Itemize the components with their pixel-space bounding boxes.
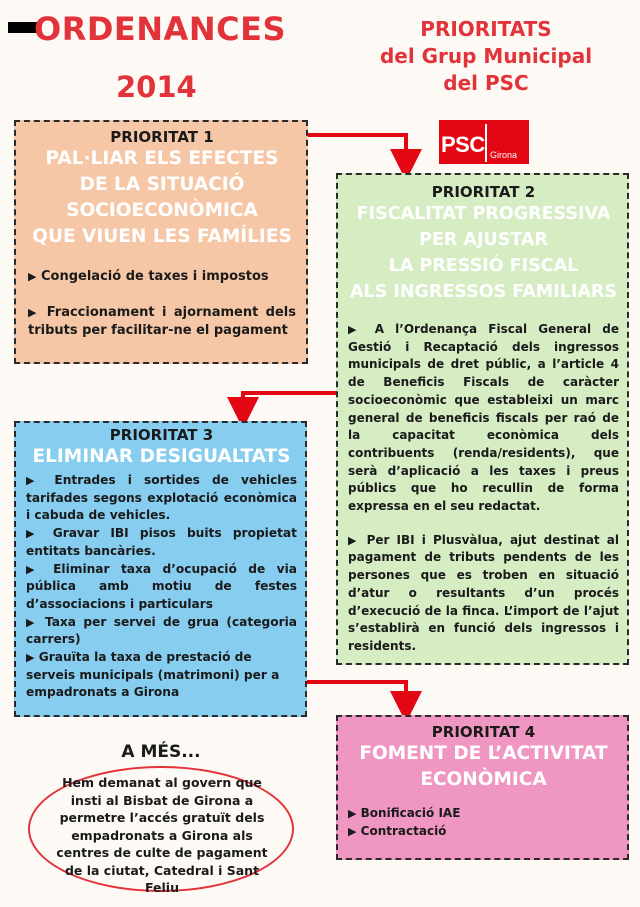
priority-label: PRIORITAT 1	[110, 128, 214, 146]
priority-2-box	[336, 173, 629, 665]
item-text: Bonificació IAE	[360, 806, 461, 820]
list-item	[348, 805, 619, 823]
extra-title: A MÉS...	[121, 742, 201, 762]
priority-label: PRIORITAT 4	[431, 723, 536, 741]
logo-city: Girona	[490, 150, 518, 160]
subtitle-line: PRIORITATS	[420, 17, 552, 41]
item-text: Fraccionament i ajornament dels tributs per facilitar-ne el pagament	[28, 305, 297, 338]
priority-1-box	[14, 120, 308, 364]
list-item	[348, 823, 619, 841]
priority-label: PRIORITAT 3	[109, 426, 214, 444]
page-year: 2014	[116, 70, 197, 104]
item-text: Entrades i sortides de vehicles tarifades segons explotació econòmica i cabuda de vehicles.	[26, 473, 297, 523]
subtitle-line: del Grup Municipal	[379, 44, 593, 68]
page-title: ORDENANCES	[34, 10, 286, 48]
priority-3-box	[14, 421, 307, 717]
list-item	[26, 649, 297, 702]
item-text: Congelació de taxes i impostos	[41, 269, 269, 284]
priority-label: PRIORITAT 2	[431, 183, 536, 201]
list-item	[26, 525, 297, 560]
bullet-triangle-icon: ▶	[28, 270, 37, 283]
bullet-triangle-icon: ▶	[26, 562, 42, 576]
extra-text: Hem demanat al govern que insti al Bisbat de Girona a permetre l’accés gratuït dels empadronats a Girona als centres de culte de pagament de la ciutat, Catedral i Sant Feliu	[56, 775, 268, 895]
priority-heading-line: ALS INGRESSOS FAMILIARS	[349, 282, 618, 302]
item-text: Per IBI i Plusvàlua, ajut destinat al pagament de tributs pendents de les persones que es troben en situació d’atur o resultants d’un procés d’execució de la finca. L’import de l’ajut s’establirà en funció dels ingressos i residents.	[348, 532, 620, 653]
priority-heading-line: LA PRESSIÓ FISCAL	[388, 256, 579, 276]
priority-4-box	[336, 715, 629, 860]
priority-heading-line: DE LA SITUACIÓ	[79, 174, 245, 195]
bullet-triangle-icon: ▶	[26, 474, 43, 487]
bullet-triangle-icon: ▶	[348, 323, 364, 336]
list-item	[348, 532, 619, 656]
item-text: Taxa per servei de grua (categoria carrers)	[26, 614, 298, 647]
priority-heading-line: PER AJUSTAR	[419, 230, 548, 250]
bullet-triangle-icon: ▶	[26, 651, 35, 665]
bullet-triangle-icon: ▶	[348, 533, 360, 547]
priority-heading-line: ELIMINAR DESIGUALTATS	[32, 446, 291, 467]
priority-heading-line: SOCIOECONÒMICA	[66, 200, 258, 221]
item-text: Eliminar taxa d’ocupació de via pública amb motiu de festes d’associacions i particulars	[26, 561, 298, 611]
bullet-triangle-icon: ▶	[26, 615, 38, 629]
priority-heading-line: ECONÒMICA	[420, 769, 547, 790]
list-item	[28, 304, 296, 340]
priority-heading-line: QUE VIUEN LES FAMÍLIES	[32, 226, 292, 247]
priority-heading-line: PAL·LIAR ELS EFECTES	[45, 148, 279, 169]
arrow-p2-p3	[243, 393, 336, 413]
arrow-p1-p2	[308, 135, 406, 165]
logo-text: PSC	[441, 132, 485, 157]
subtitle-line: del PSC	[443, 71, 529, 95]
list-item	[26, 561, 297, 614]
arrow-p3-p4	[307, 682, 406, 707]
list-item	[28, 268, 296, 286]
item-text: Gravar IBI pisos buits propietat entitats bancàries.	[26, 526, 297, 558]
bullet-triangle-icon: ▶	[26, 527, 42, 541]
item-text: Contractació	[360, 823, 447, 838]
priority-heading-line: FOMENT DE L’ACTIVITAT	[359, 743, 608, 764]
bullet-triangle-icon: ▶	[28, 306, 40, 319]
list-item	[26, 472, 297, 525]
priority-heading-line: FISCALITAT PROGRESSIVA	[356, 204, 611, 224]
list-item	[26, 614, 297, 649]
item-text: Grauïta la taxa de prestació de serveis municipals (matrimoni) per a empadronats a Girona	[26, 650, 280, 700]
item-text: A l’Ordenança Fiscal General de Gestió i Recaptació dels ingressos municipals de dret públic, a l’article 4 de Beneficis Fiscals de caràcter socioeconòmic que estableixi un marc general de beneficis fiscals per raó de la capacitat econòmica dels contribuents (renda/residents), que serà d’aplicació a les taxes i preus públics que ho recullin de forma expressa en el seu redactat.	[348, 322, 619, 514]
bullet-triangle-icon: ▶	[348, 824, 357, 838]
list-item	[348, 321, 619, 516]
bullet-triangle-icon: ▶	[348, 807, 357, 820]
